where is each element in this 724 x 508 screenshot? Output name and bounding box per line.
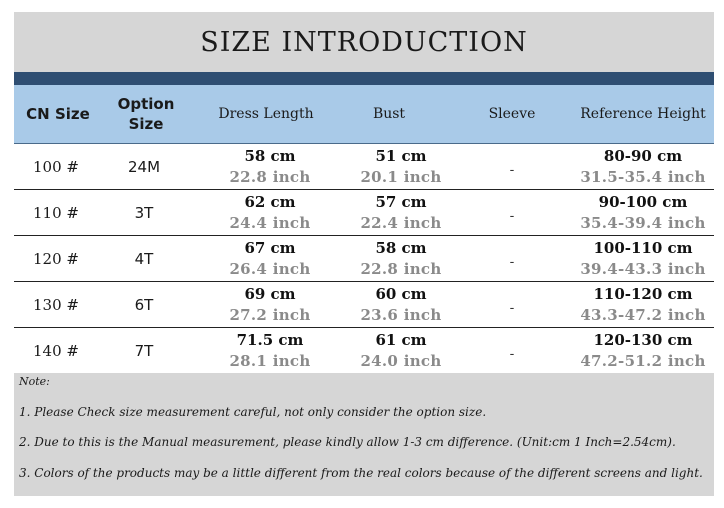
header-reference-height: Reference Height [580, 106, 706, 122]
height-cm: 120-130 cm [593, 330, 693, 349]
dress-length-cm: 58 cm [244, 146, 296, 165]
header-dress-length: Dress Length [218, 106, 314, 122]
height-cm: 90-100 cm [598, 192, 688, 211]
notes-label: Note: [19, 375, 50, 388]
option-size-cell: 7T [134, 341, 154, 360]
note-line-1: 1. Please Check size measurement careful, not only consider the option size. [19, 405, 487, 419]
height-inch: 47.2-51.2 inch [580, 351, 706, 370]
bust-inch: 24.0 inch [360, 351, 442, 370]
table-row [14, 144, 714, 190]
cn-size-cell: 120 # [33, 249, 79, 268]
height-inch: 39.4-43.3 inch [580, 259, 706, 278]
size-chart [14, 12, 714, 496]
bust-inch: 23.6 inch [360, 305, 442, 324]
dress-length-cm: 67 cm [244, 238, 296, 257]
option-size-cell: 24M [127, 157, 161, 176]
height-inch: 43.3-47.2 inch [580, 305, 706, 324]
cn-size-cell: 130 # [33, 295, 79, 314]
table-row [14, 328, 714, 373]
header-option-size [102, 85, 190, 143]
sleeve-cell: - [509, 209, 515, 224]
option-size-cell: 4T [134, 249, 154, 268]
notes-section [14, 372, 714, 496]
note-line-3: 3. Colors of the products may be a little different from the real colors because of the different screens and light. [19, 466, 703, 480]
title-divider [14, 72, 714, 85]
dress-length-inch: 28.1 inch [229, 351, 311, 370]
dress-length-inch: 24.4 inch [229, 213, 311, 232]
cn-size-cell: 100 # [33, 157, 79, 176]
table-row [14, 282, 714, 328]
cn-size-cell: 140 # [33, 341, 79, 360]
dress-length-inch: 22.8 inch [229, 167, 311, 186]
cn-size-cell: 110 # [33, 203, 79, 222]
header-cn-size: CN Size [26, 105, 90, 123]
height-inch: 31.5-35.4 inch [580, 167, 706, 186]
height-cm: 80-90 cm [603, 146, 683, 165]
bust-inch: 20.1 inch [360, 167, 442, 186]
header-bust: Bust [372, 106, 406, 122]
bust-cm: 58 cm [375, 238, 427, 257]
reference-height-cell [572, 144, 714, 189]
dress-length-cm: 62 cm [244, 192, 296, 211]
sleeve-cell: - [509, 255, 515, 270]
dress-length-cm: 69 cm [244, 284, 296, 303]
sleeve-cell: - [509, 301, 515, 316]
header-option-size-line2: Size [128, 115, 164, 133]
reference-height-cell [572, 282, 714, 327]
dress-length-cm: 71.5 cm [236, 330, 304, 349]
table-row [14, 236, 714, 282]
sleeve-cell: - [509, 163, 515, 178]
page-title: SIZE INTRODUCTION [200, 26, 528, 58]
bust-cm: 51 cm [375, 146, 427, 165]
header-option-size-line1: Option [117, 95, 175, 113]
reference-height-cell [572, 236, 714, 281]
bust-cm: 61 cm [375, 330, 427, 349]
reference-height-cell [572, 328, 714, 373]
table-header [14, 85, 714, 144]
table-row [14, 190, 714, 236]
bust-cm: 60 cm [375, 284, 427, 303]
height-cm: 110-120 cm [593, 284, 693, 303]
bust-inch: 22.8 inch [360, 259, 442, 278]
option-size-cell: 6T [134, 295, 154, 314]
dress-length-inch: 26.4 inch [229, 259, 311, 278]
height-cm: 100-110 cm [593, 238, 693, 257]
sleeve-cell: - [509, 347, 515, 362]
note-line-2: 2. Due to this is the Manual measurement, please kindly allow 1-3 cm difference. (Unit:cm 1 Inch=2.54cm). [19, 435, 676, 449]
header-sleeve: Sleeve [488, 106, 536, 122]
height-inch: 35.4-39.4 inch [580, 213, 706, 232]
bust-cm: 57 cm [375, 192, 427, 211]
dress-length-inch: 27.2 inch [229, 305, 311, 324]
reference-height-cell [572, 190, 714, 235]
option-size-cell: 3T [134, 203, 154, 222]
bust-inch: 22.4 inch [360, 213, 442, 232]
